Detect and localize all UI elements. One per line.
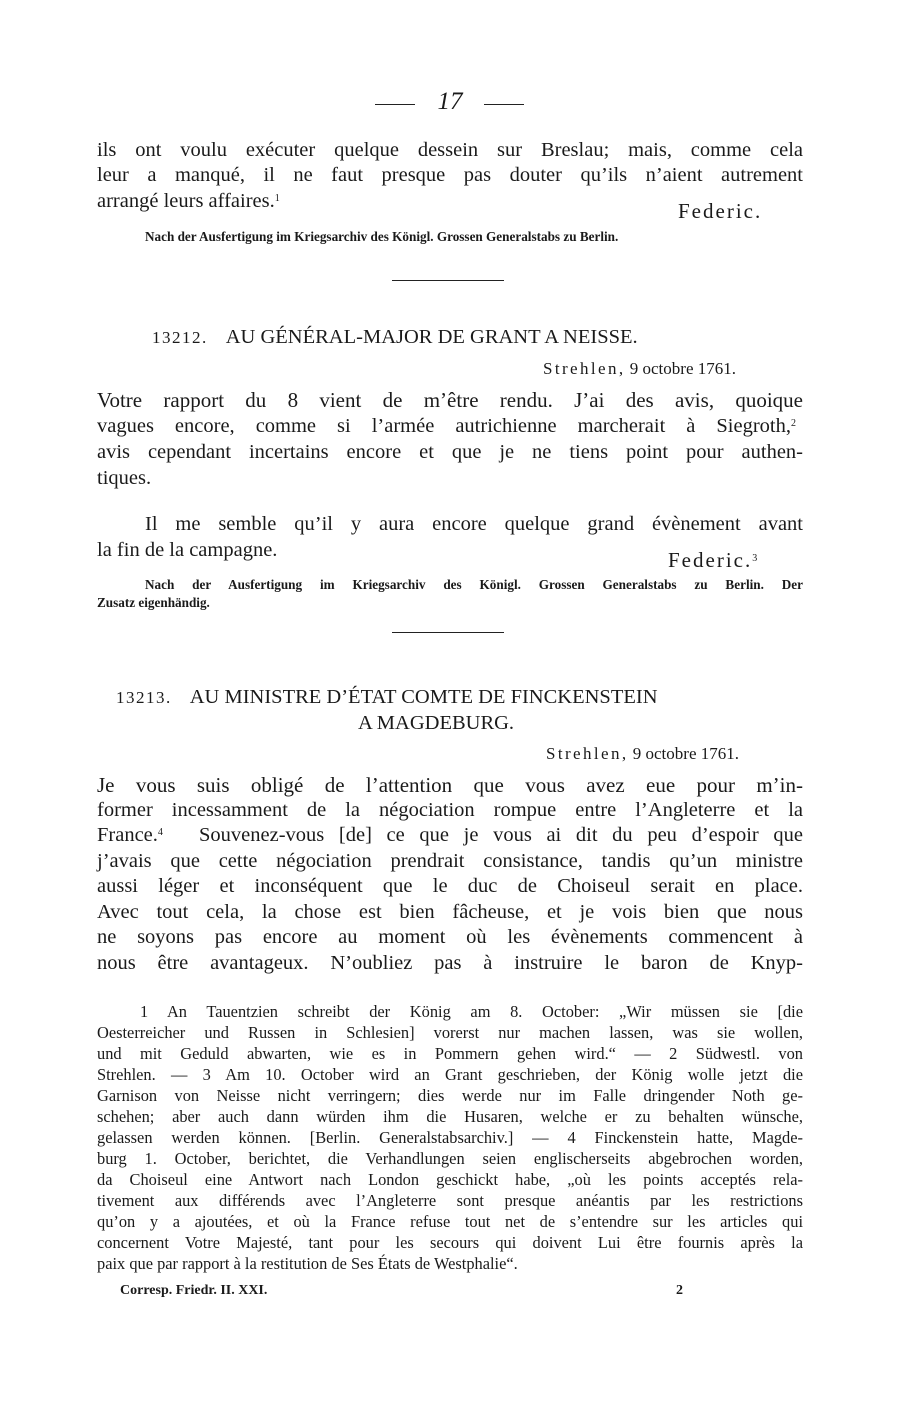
footnote-mark-3: 3 bbox=[752, 553, 760, 564]
letter-13213-line-2: former incessamment de la négociation rompue entre l’Angleterre et la bbox=[97, 799, 803, 821]
letter-13213-line-3 bbox=[97, 822, 803, 848]
letter-13212-signature bbox=[668, 548, 759, 573]
letter-13213-dateline bbox=[546, 744, 739, 764]
letter-13212-p2-line-1 bbox=[145, 511, 803, 537]
letter-13212-p1-line-4: tiques. bbox=[97, 467, 152, 489]
letter-13213-line-6: Avec tout cela, la chose est bien fâcheuse, et je vois bien que nous bbox=[97, 901, 803, 923]
letter-13213-title-line-1: AU MINISTRE D’ÉTAT COMTE DE FINCKENSTEIN bbox=[189, 686, 658, 708]
head-rule-left bbox=[375, 104, 415, 105]
footnote-line-4: Strehlen. — 3 Am 10. October wird an Grant geschrieben, der König wolle jetzt die bbox=[97, 1065, 803, 1084]
letter-13212-p1-line-2-text: vagues encore, comme si l’armée autrichienne marcherait à Siegroth, bbox=[97, 415, 791, 437]
letter-13212-source-line-1: Nach der Ausfertigung im Kriegsarchiv des Königl. Grossen Generalstabs zu Berlin. Der bbox=[145, 577, 803, 592]
running-head bbox=[0, 88, 900, 122]
letter-13213-line-4: j’avais que cette négociation prendrait consistance, tandis qu’un ministre bbox=[97, 850, 803, 872]
letter-13212-source-line-2: Zusatz eigenhändig. bbox=[97, 595, 210, 610]
footnote-line-8: burg 1. October, berichtet, die Verhandlungen seien englischerseits abgebrochen worden, bbox=[97, 1149, 803, 1168]
footnote-line-5: Garnison von Neisse nicht verringern; dies werde nur im Falle dringender Noth ge- bbox=[97, 1086, 803, 1105]
footnote-line-2: Oesterreicher und Russen in Schlesien] vorerst nur machen lassen, was sie wollen, bbox=[97, 1023, 803, 1042]
carry-source-note: Nach der Ausfertigung im Kriegsarchiv des Königl. Grossen Generalstabs zu Berlin. bbox=[145, 229, 619, 244]
carry-line-3-text: arrangé leurs affaires. bbox=[97, 190, 275, 212]
section-separator-1 bbox=[392, 280, 504, 281]
letter-13212-p1-line-3: avis cependant incertains encore et que je ne tiens point pour authen- bbox=[97, 441, 803, 463]
letter-13213-line-8: nous être avantageux. N’oubliez pas à instruire le baron de Knyp- bbox=[97, 952, 803, 974]
letter-13213-title-line-2: A MAGDEBURG. bbox=[358, 712, 515, 734]
letter-13213-line-1: Je vous suis obligé de l’attention que vous avez eue pour m’in- bbox=[97, 773, 803, 797]
footnote-line-1: 1 An Tauentzien schreibt der König am 8. October: „Wir müssen sie [die bbox=[140, 1002, 803, 1021]
letter-13213-date: 9 octobre 1761. bbox=[632, 744, 739, 763]
letter-13212-p2-line-2: la fin de la campagne. bbox=[97, 539, 278, 561]
letter-13212-heading bbox=[152, 326, 638, 349]
footnote-mark-1: 1 bbox=[274, 193, 280, 204]
footnote-mark-4: 4 bbox=[157, 827, 163, 838]
footnote-line-12: concernent Votre Majesté, tant pour les secours qui doivent Lui être fournis après la bbox=[97, 1233, 803, 1252]
footnote-mark-2: 2 bbox=[791, 418, 796, 429]
letter-13213-line-5: aussi léger et inconséquent que le duc de Choiseul serait en place. bbox=[97, 875, 803, 897]
letter-13213-number: 13213. bbox=[116, 688, 172, 707]
letter-13213-line-3-rest: Souvenez-vous [de] ce que je vous ai dit du peu d’espoir que bbox=[199, 824, 803, 846]
footnote-line-3: und mit Geduld abwarten, wie es in Pommern gehen wird.“ — 2 Südwestl. von bbox=[97, 1044, 803, 1063]
footnote-line-6: schehen; aber auch dann würden ihm die Husaren, welche er zu behalten wünsche, bbox=[97, 1107, 803, 1126]
carry-line-3 bbox=[97, 188, 280, 214]
footnote-line-11: qu’on y a ajoutées, et où la France refuse tout net de s’entendre sur les articles qui bbox=[97, 1212, 803, 1231]
letter-13212-date: 9 octobre 1761. bbox=[629, 359, 736, 378]
footnote-line-7: gelassen werden können. [Berlin. Generalstabsarchiv.] — 4 Finckenstein hatte, Magde- bbox=[97, 1128, 803, 1147]
footnote-line-10: tivement aux différends avec l’Angleterre sont presque anéantis par les restrictions bbox=[97, 1191, 803, 1210]
bibliographic-signature-mark: Corresp. Friedr. II. XXI. bbox=[120, 1283, 268, 1298]
carry-line-1: ils ont voulu exécuter quelque dessein sur Breslau; mais, comme cela bbox=[97, 139, 803, 161]
letter-13212-title: AU GÉNÉRAL-MAJOR DE GRANT A NEISSE. bbox=[225, 326, 638, 348]
letter-13212-signature-text: Federic. bbox=[668, 548, 753, 572]
sheet-number: 2 bbox=[676, 1283, 683, 1298]
letter-13213-heading bbox=[116, 686, 658, 709]
carry-signature: Federic. bbox=[678, 199, 763, 223]
page-number: 17 bbox=[437, 88, 463, 115]
letter-13213-line-3-start: France. bbox=[97, 824, 158, 846]
letter-13212-number: 13212. bbox=[152, 328, 208, 347]
letter-13213-place: Strehlen, bbox=[546, 744, 629, 763]
section-separator-2 bbox=[392, 632, 504, 633]
letter-13212-place: Strehlen, bbox=[543, 359, 626, 378]
head-rule-right bbox=[484, 104, 524, 105]
letter-13212-p1-line-1: Votre rapport du 8 vient de m’être rendu. J’ai des avis, quoique bbox=[97, 388, 803, 412]
letter-13213-line-7: ne soyons pas encore au moment où les évènements commencent à bbox=[97, 926, 803, 948]
carry-line-2: leur a manqué, il ne faut presque pas douter qu’ils n’aient autrement bbox=[97, 164, 803, 186]
letter-13212-p2-line-1-text: Il me semble qu’il y aura encore quelque grand évènement avant bbox=[145, 513, 803, 535]
footnote-line-9: da Choiseul eine Antwort nach London geschickt habe, „où les points acceptés rela- bbox=[97, 1170, 803, 1189]
letter-13212-p1-line-2 bbox=[97, 413, 803, 439]
footnote-line-13: paix que par rapport à la restitution de Ses États de Westphalie“. bbox=[97, 1254, 518, 1273]
letter-13212-dateline bbox=[543, 359, 736, 379]
